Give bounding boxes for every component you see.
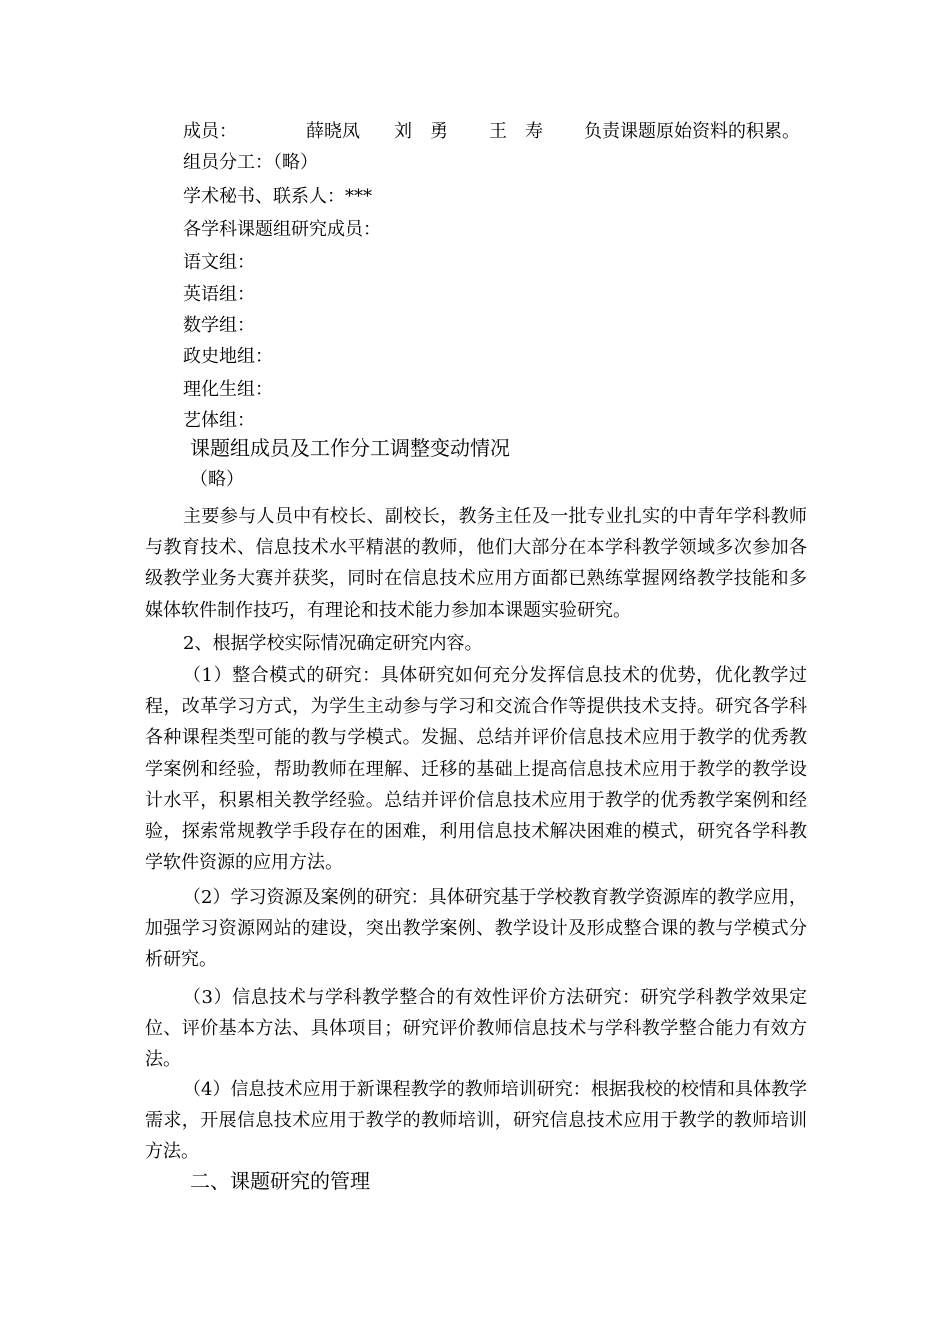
paragraph-research-content: 2、根据学校实际情况确定研究内容。 bbox=[183, 633, 483, 654]
list-item-english-group: 英语组： bbox=[183, 284, 255, 305]
list-item-arts-pe-group: 艺体组： bbox=[183, 410, 255, 431]
list-item-secretary: 学术秘书、联系人：*** bbox=[183, 186, 372, 207]
final-heading: 二、课题研究的管理 bbox=[190, 1169, 370, 1193]
member-name-1: 薛晓凤 bbox=[306, 121, 360, 142]
paragraph-integration-model: （1）整合模式的研究：具体研究如何充分发挥信息技术的优势，优化教学过程，改革学习方式，为学生主动参与学习和交流合作等提供技术支持。研究各学科各种课程类型可能的教与学模式。发掘、总结并评价信息技术应用于教学的优秀教学案例和经验，帮助教师在理解、迁移的基础上提高信息技术应用于教学的教学设计水平，积累相关教学经验。总结并评价信息技术应用于教学的优秀教学案例和经验，探索常规教学手段存在的困难，利用信息技术解决困难的模式，研究各学科教学软件资源的应用方法。 bbox=[145, 665, 807, 874]
section-heading: 课题组成员及工作分工调整变动情况 bbox=[190, 436, 510, 460]
paragraph-teacher-training: （4）信息技术应用于新课程教学的教师培训研究：根据我校的校情和具体教学需求，开展信息技术应用于教学的教师培训，研究信息技术应用于教学的教师培训方法。 bbox=[145, 1079, 807, 1163]
members-label: 成员： bbox=[183, 121, 237, 142]
list-item-math-group: 数学组： bbox=[183, 315, 255, 336]
member-duty: 负责课题原始资料的积累。 bbox=[584, 121, 800, 142]
list-item-science-group: 理化生组： bbox=[183, 379, 273, 400]
section-note: （略） bbox=[190, 469, 244, 490]
paragraph-participants: 主要参与人员中有校长、副校长，教务主任及一批专业扎实的中青年学科教师与教育技术、信息技术水平精湛的教师，他们大部分在本学科教学领域多次参加各级教学业务大赛并获奖，同时在信息技术应用方面都已熟练掌握网络教学技能和多媒体软件制作技巧，有理论和技术能力参加本课题实验研究。 bbox=[145, 506, 807, 621]
list-item-humanities-group: 政史地组： bbox=[183, 346, 273, 367]
member-name-2: 刘 勇 bbox=[394, 121, 448, 142]
list-item-chinese-group: 语文组： bbox=[183, 252, 255, 273]
paragraph-evaluation-method: （3）信息技术与学科教学整合的有效性评价方法研究：研究学科教学效果定位、评价基本方法、具体项目；研究评价教师信息技术与学科教学整合能力有效方法。 bbox=[145, 987, 807, 1071]
member-name-3: 王 寿 bbox=[489, 121, 543, 142]
list-item-subject-members: 各学科课题组研究成员： bbox=[183, 219, 381, 240]
list-item-division: 组员分工：（略） bbox=[183, 152, 318, 173]
paragraph-learning-resources: （2）学习资源及案例的研究：具体研究基于学校教育教学资源库的教学应用，加强学习资源网站的建设，突出教学案例、教学设计及形成整合课的教与学模式分析研究。 bbox=[145, 887, 807, 971]
